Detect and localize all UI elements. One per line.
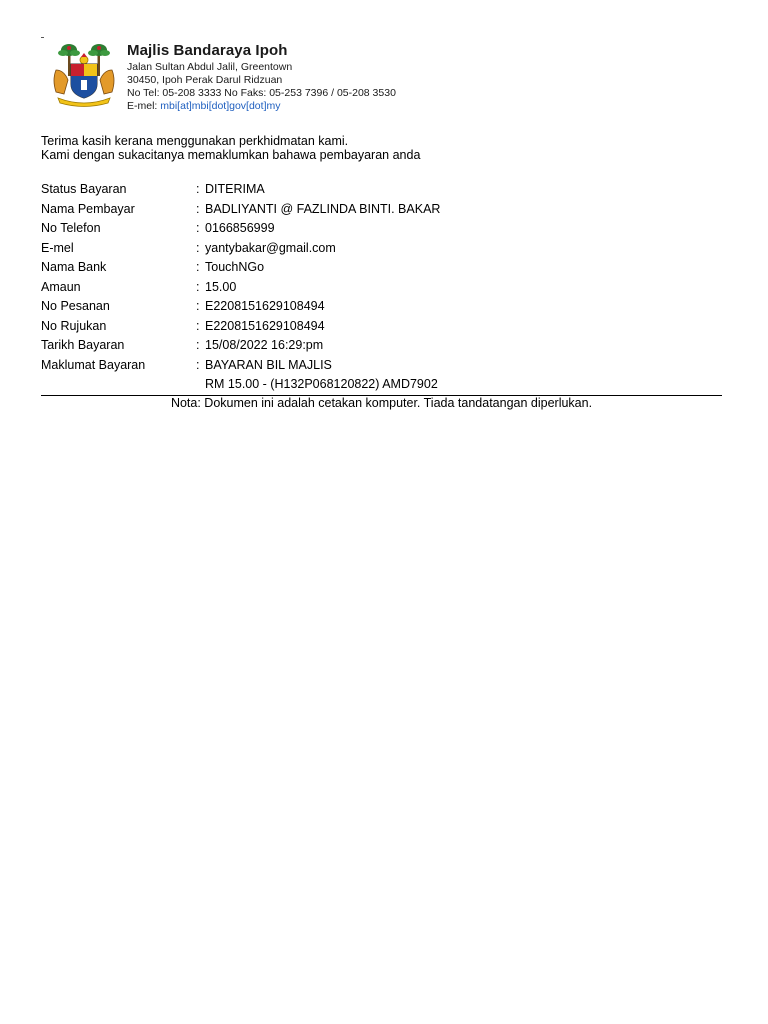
intro-line2: Kami dengan sukacitanya memaklumkan bahawa pembayaran anda (41, 148, 421, 162)
detail-value: 15.00 (205, 279, 237, 294)
detail-label: E-mel (41, 240, 74, 255)
detail-colon: : (196, 357, 200, 372)
detail-row-payment-info (41, 356, 440, 376)
detail-colon: : (196, 318, 200, 333)
detail-value: 0166856999 (205, 221, 275, 235)
detail-colon: : (196, 240, 200, 255)
detail-label: Nama Bank (41, 260, 107, 274)
detail-label: Tarikh Bayaran (41, 338, 125, 352)
detail-label: Status Bayaran (41, 182, 127, 196)
detail-value: E2208151629108494 (205, 299, 325, 313)
detail-value: DITERIMA (205, 182, 265, 196)
detail-row-reference-no (41, 317, 440, 337)
org-address-line2: 30450, Ipoh Perak Darul Ridzuan (127, 74, 283, 86)
detail-row-amount (41, 278, 440, 298)
detail-row-payment-date (41, 336, 440, 356)
detail-label: Amaun (41, 279, 81, 294)
detail-value: BAYARAN BIL MAJLIS (205, 357, 332, 372)
detail-colon: : (196, 299, 200, 313)
org-email-line (127, 100, 396, 113)
mbi-crest-icon (44, 40, 124, 108)
intro-line1: Terima kasih kerana menggunakan perkhidmatan kami. (41, 134, 349, 148)
org-email-label: E-mel: (127, 100, 161, 112)
detail-row-phone (41, 219, 440, 239)
org-name: Majlis Bandaraya Ipoh (127, 42, 288, 59)
detail-label: No Rujukan (41, 318, 107, 333)
org-address-line1: Jalan Sultan Abdul Jalil, Greentown (127, 61, 293, 73)
detail-value: 15/08/2022 16:29:pm (205, 338, 324, 352)
detail-row-bank (41, 258, 440, 278)
detail-colon: : (196, 338, 200, 352)
detail-value: TouchNGo (205, 260, 265, 274)
detail-row-status (41, 180, 440, 200)
detail-value: E2208151629108494 (205, 318, 325, 333)
org-phone-line: No Tel: 05-208 3333 No Faks: 05-253 7396 / 05-208 3530 (127, 87, 396, 99)
detail-colon: : (196, 260, 200, 274)
header-mark (41, 37, 44, 38)
detail-colon: : (196, 201, 200, 216)
payment-details (41, 180, 440, 395)
detail-colon: : (196, 221, 200, 235)
detail-value: BADLIYANTI @ FAZLINDA BINTI. BAKAR (205, 201, 441, 216)
detail-label: No Pesanan (41, 299, 110, 313)
detail-label: No Telefon (41, 221, 101, 235)
detail-value-extra: RM 15.00 - (H132P068120822) AMD7902 (205, 377, 438, 391)
detail-label: Maklumat Bayaran (41, 357, 146, 372)
org-email-link[interactable]: mbi[at]mbi[dot]gov[dot]my (160, 100, 281, 112)
detail-label: Nama Pembayar (41, 201, 135, 216)
detail-row-order-no (41, 297, 440, 317)
org-header (127, 41, 396, 113)
intro-text (41, 134, 420, 162)
detail-row-email (41, 239, 440, 259)
detail-row-payer-name (41, 200, 440, 220)
detail-row-payment-info-extra (41, 375, 440, 395)
footer-note: Nota: Dokumen ini adalah cetakan komputer. Tiada tandatangan diperlukan. (170, 396, 593, 410)
detail-colon: : (196, 182, 200, 196)
detail-value: yantybakar@gmail.com (205, 240, 336, 255)
detail-colon: : (196, 279, 200, 294)
